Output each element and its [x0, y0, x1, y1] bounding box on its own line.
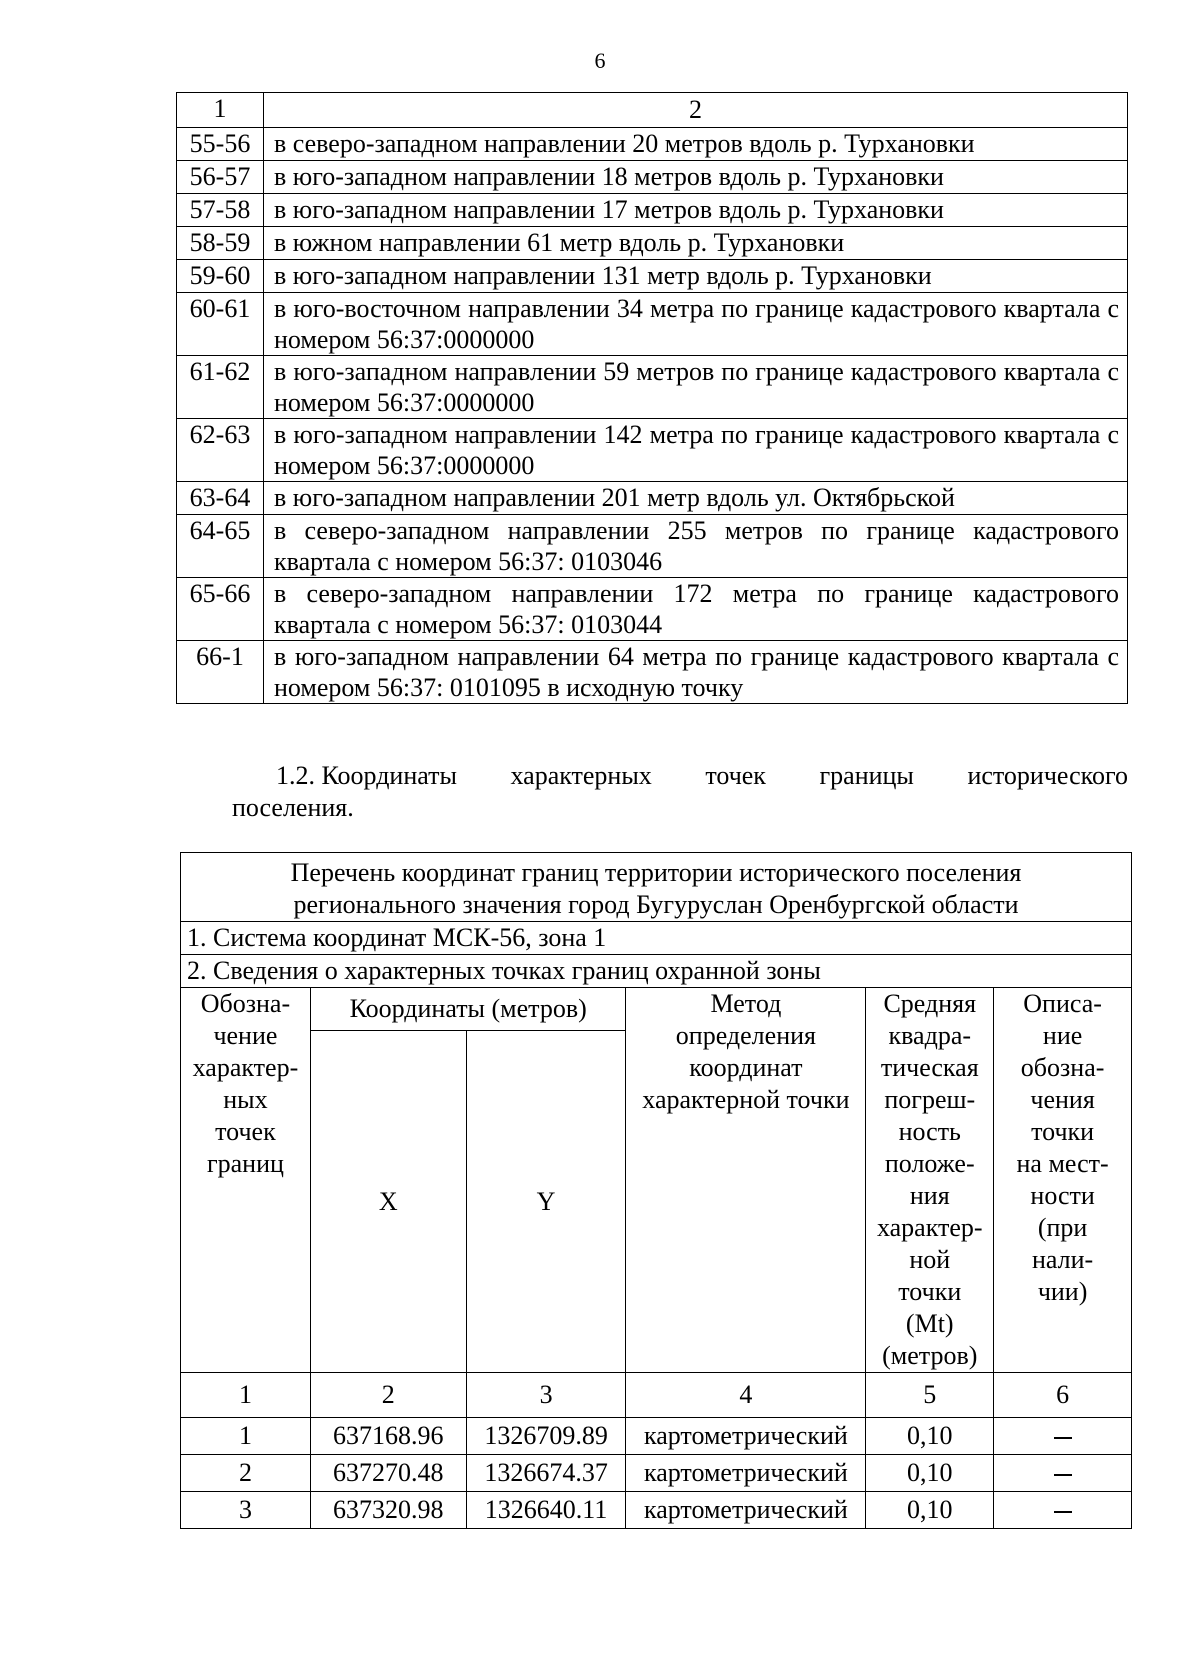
table-row [177, 161, 1128, 194]
header-line: точки [1031, 1117, 1095, 1146]
header-col-2: 2 [264, 93, 1128, 128]
page-number: 6 [594, 48, 606, 73]
header-line: ние [1042, 1021, 1083, 1050]
header-line: ной [909, 1245, 951, 1274]
description-dash [994, 1492, 1132, 1529]
header-line: обозна- [1020, 1053, 1105, 1082]
header-coordinates: Координаты (метров) [310, 988, 626, 1031]
coordinate-system-row [181, 922, 1132, 955]
paragraph-line-1 [234, 760, 1128, 792]
segment-label: 55-56 [177, 128, 264, 161]
point-id: 2 [181, 1455, 311, 1492]
header-line: тическая [880, 1053, 979, 1082]
points-info: 2. Сведения о характерных точках границ охранной зоны [181, 955, 1132, 988]
y-coordinate: 1326674.37 [466, 1455, 626, 1492]
segment-label: 63-64 [177, 482, 264, 515]
header-y: Y [466, 1031, 626, 1373]
header-line: характер- [876, 1213, 983, 1242]
table-header-row [177, 93, 1128, 128]
header-col-1: 1 [177, 93, 264, 128]
mean-error: 0,10 [866, 1418, 994, 1455]
table-row [177, 515, 1128, 578]
point-id: 1 [181, 1418, 311, 1455]
table-row [177, 356, 1128, 419]
segment-description: в юго-западном направлении 142 метра по границе кадастрового квартала с номером 56:37:0000000 [264, 419, 1128, 482]
segment-description: в юго-восточном направлении 34 метра по границе кадастрового квартала с номером 56:37:0000000 [264, 293, 1128, 356]
header-line: координат [689, 1053, 803, 1082]
table-row [177, 641, 1128, 704]
segment-description: в северо-западном направлении 20 метров вдоль р. Турхановки [264, 128, 1128, 161]
header-line: определения [675, 1021, 816, 1050]
description-dash [994, 1418, 1132, 1455]
header-x: X [310, 1031, 466, 1373]
paragraph-word: 1.2. Координаты [276, 761, 457, 790]
column-number: 1 [181, 1373, 311, 1418]
info-row [181, 955, 1132, 988]
header-line: точки [898, 1277, 962, 1306]
column-number: 4 [626, 1373, 866, 1418]
paragraph-word: точек [705, 761, 766, 790]
table-row [177, 293, 1128, 356]
x-coordinate: 637320.98 [310, 1492, 466, 1529]
table-row [177, 578, 1128, 641]
header-line: ности [1030, 1181, 1095, 1210]
boundary-segments-table [176, 92, 1128, 704]
table-row [177, 194, 1128, 227]
table-title-row [181, 853, 1132, 922]
header-line: Обозна- [200, 989, 291, 1018]
segment-label: 56-57 [177, 161, 264, 194]
coordinate-system: 1. Система координат МСК-56, зона 1 [181, 922, 1132, 955]
column-number-row [181, 1373, 1132, 1418]
mean-error: 0,10 [866, 1492, 994, 1529]
table-title-line: Перечень координат границ территории исторического поселения [290, 858, 1022, 887]
header-line: (при [1037, 1213, 1088, 1242]
header-line: нали- [1031, 1245, 1094, 1274]
header-line: характер- [192, 1053, 299, 1082]
table-row [177, 260, 1128, 293]
column-number: 5 [866, 1373, 994, 1418]
segment-description: в юго-западном направлении 201 метр вдоль ул. Октябрьской [264, 482, 1128, 515]
segment-label: 65-66 [177, 578, 264, 641]
header-mean-error [866, 988, 994, 1373]
segment-description: в северо-западном направлении 255 метров по границе кадастрового квартала с номером 56:37: 0103046 [264, 515, 1128, 578]
paragraph-word: характерных [510, 761, 652, 790]
header-line: на мест- [1016, 1149, 1109, 1178]
paragraph-line-2: поселения. [232, 793, 354, 822]
segment-label: 61-62 [177, 356, 264, 419]
segment-description: в юго-западном направлении 131 метр вдоль р. Турхановки [264, 260, 1128, 293]
header-method [626, 988, 866, 1373]
header-line: (Mt) [905, 1309, 954, 1338]
segment-label: 58-59 [177, 227, 264, 260]
segment-description: в юго-западном направлении 18 метров вдоль р. Турхановки [264, 161, 1128, 194]
header-line: ность [898, 1117, 961, 1146]
header-line: погреш- [884, 1085, 976, 1114]
column-number: 3 [466, 1373, 626, 1418]
coordinates-table [180, 852, 1132, 1529]
header-line: Средняя [883, 989, 977, 1018]
table-row [177, 227, 1128, 260]
segment-description: в северо-западном направлении 172 метра по границе кадастрового квартала с номером 56:37: 0103044 [264, 578, 1128, 641]
x-coordinate: 637270.48 [310, 1455, 466, 1492]
header-line: квадра- [888, 1021, 972, 1050]
segment-label: 64-65 [177, 515, 264, 578]
header-point-designation [181, 988, 311, 1373]
segment-description: в южном направлении 61 метр вдоль р. Турхановки [264, 227, 1128, 260]
header-line: ных [223, 1085, 268, 1114]
segment-label: 59-60 [177, 260, 264, 293]
header-line: чение [213, 1021, 278, 1050]
column-number: 2 [310, 1373, 466, 1418]
segment-description: в юго-западном направлении 59 метров по границе кадастрового квартала с номером 56:37:0000000 [264, 356, 1128, 419]
section-paragraph [234, 760, 1128, 824]
method: картометрический [626, 1492, 866, 1529]
header-line: чии) [1037, 1277, 1088, 1306]
header-line: границ [206, 1149, 284, 1178]
table-title [181, 853, 1132, 922]
header-line: ния [909, 1181, 950, 1210]
mean-error: 0,10 [866, 1455, 994, 1492]
method: картометрический [626, 1418, 866, 1455]
table-row [181, 1418, 1132, 1455]
header-row [181, 988, 1132, 1031]
x-coordinate: 637168.96 [310, 1418, 466, 1455]
table-row [177, 482, 1128, 515]
segment-label: 62-63 [177, 419, 264, 482]
segment-label: 57-58 [177, 194, 264, 227]
table-row [181, 1455, 1132, 1492]
paragraph-word: границы [819, 761, 914, 790]
column-number: 6 [994, 1373, 1132, 1418]
table-title-line: регионального значения город Бугуруслан Оренбургской области [293, 890, 1019, 919]
header-line: (метров) [882, 1341, 978, 1370]
segment-description: в юго-западном направлении 17 метров вдоль р. Турхановки [264, 194, 1128, 227]
segment-description: в юго-западном направлении 64 метра по границе кадастрового квартала с номером 56:37: 0101095 в исходную точку [264, 641, 1128, 704]
table-row [181, 1492, 1132, 1529]
header-line: характерной точки [642, 1085, 850, 1114]
table-row [177, 128, 1128, 161]
description-dash [994, 1455, 1132, 1492]
header-line: Метод [710, 989, 782, 1018]
header-line: положе- [884, 1149, 975, 1178]
header-line: точек [215, 1117, 276, 1146]
header-location-description [994, 988, 1132, 1373]
table-row [177, 419, 1128, 482]
y-coordinate: 1326709.89 [466, 1418, 626, 1455]
paragraph-word: исторического [967, 761, 1128, 790]
header-line: чения [1030, 1085, 1095, 1114]
segment-label: 60-61 [177, 293, 264, 356]
segment-label: 66-1 [177, 641, 264, 704]
header-line: Описа- [1023, 989, 1102, 1018]
point-id: 3 [181, 1492, 311, 1529]
method: картометрический [626, 1455, 866, 1492]
y-coordinate: 1326640.11 [466, 1492, 626, 1529]
